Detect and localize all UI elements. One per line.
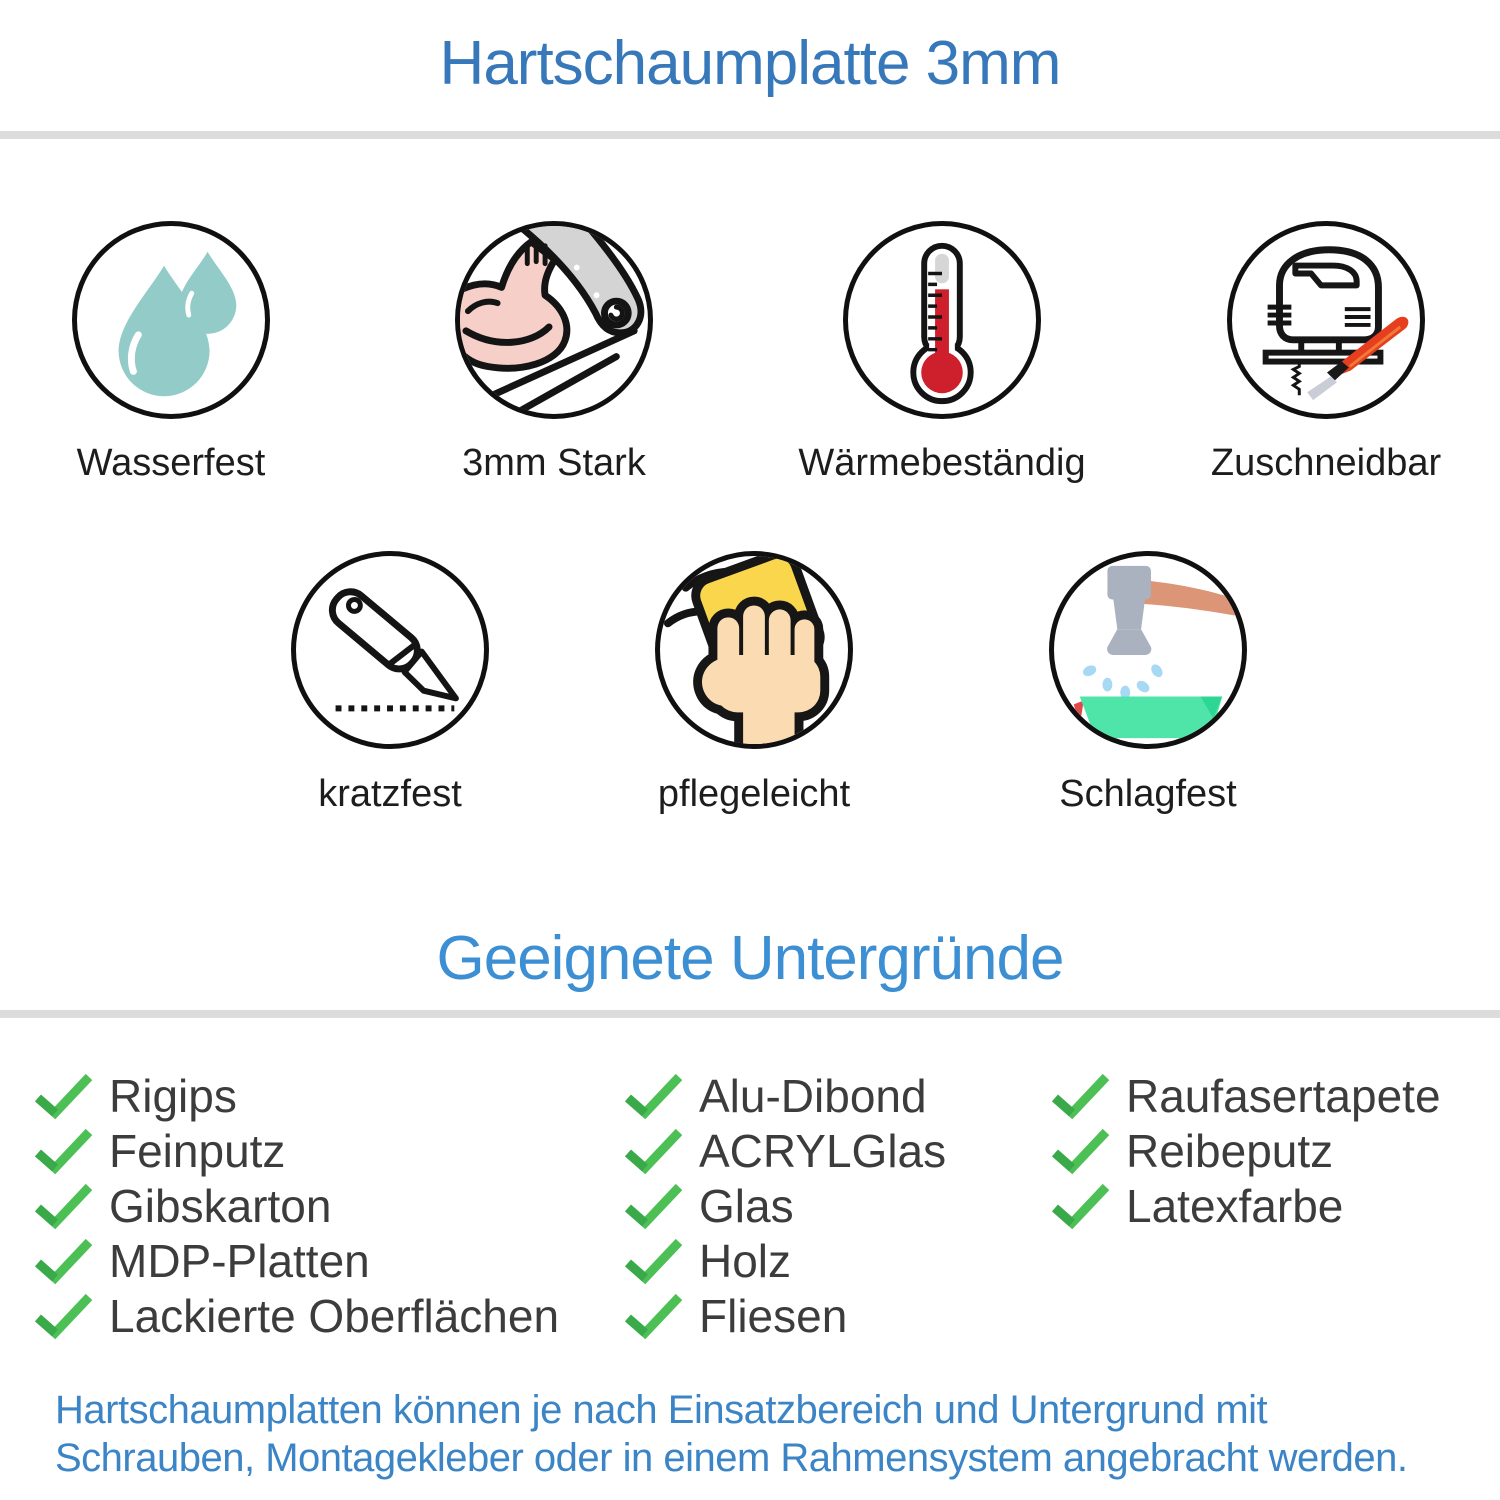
substrate-column-1 (33, 1068, 559, 1343)
substrate-label: Latexfarbe (1126, 1179, 1344, 1232)
list-item (33, 1123, 559, 1178)
check-icon (33, 1182, 93, 1230)
list-item (33, 1178, 559, 1233)
feature-label: Wasserfest (76, 442, 266, 484)
utility-knife-icon (296, 556, 484, 744)
divider-bar-top (0, 131, 1500, 139)
list-item (623, 1123, 946, 1178)
substrate-column-3 (1050, 1068, 1441, 1233)
feature-circle-kratzfest (291, 551, 489, 749)
cleaning-hand-icon (660, 556, 848, 744)
substrate-label: Alu-Dibond (699, 1069, 927, 1122)
substrate-label: ACRYLGlas (699, 1124, 947, 1177)
feature-label: pflegeleicht (657, 773, 851, 815)
check-icon (623, 1237, 683, 1285)
feature-circle-zuschneidbar (1227, 221, 1425, 419)
list-item (1050, 1178, 1441, 1233)
check-icon (33, 1292, 93, 1340)
check-icon (1050, 1182, 1110, 1230)
substrate-label: Holz (699, 1234, 792, 1287)
divider-bar-bottom (0, 1010, 1500, 1018)
footnote-line: Schrauben, Montagekleber oder in einem Rahmensystem angebracht werden. (55, 1436, 1408, 1480)
check-icon (33, 1127, 93, 1175)
substrate-column-2 (623, 1068, 946, 1343)
check-icon (33, 1237, 93, 1285)
water-drops-icon (77, 226, 265, 414)
list-item (33, 1233, 559, 1288)
section-title: Geeignete Untergründe (436, 924, 1064, 993)
feature-circle-wasserfest (72, 221, 270, 419)
list-item (623, 1178, 946, 1233)
substrate-label: Reibeputz (1126, 1124, 1334, 1177)
feature-label: 3mm Stark (462, 442, 646, 484)
feature-label: Zuschneidbar (1210, 442, 1442, 484)
feature-label: kratzfest (318, 773, 462, 815)
check-icon (623, 1127, 683, 1175)
list-item (1050, 1068, 1441, 1123)
feature-circle-schlagfest (1049, 551, 1247, 749)
substrate-label: Glas (699, 1179, 794, 1232)
list-item (33, 1068, 559, 1123)
check-icon (623, 1182, 683, 1230)
list-item (623, 1233, 946, 1288)
check-icon (623, 1072, 683, 1120)
check-icon (623, 1292, 683, 1340)
thermometer-icon (848, 226, 1036, 414)
substrate-label: Rigips (109, 1069, 237, 1122)
substrate-label: Fliesen (699, 1289, 848, 1342)
footnote-line: Hartschaumplatten können je nach Einsatzbereich und Untergrund mit (55, 1388, 1268, 1432)
flexed-arm-foam-roll-icon (460, 226, 648, 414)
check-icon (1050, 1072, 1110, 1120)
feature-label: Wärmebeständig (798, 442, 1086, 484)
feature-circle-3mm-stark (455, 221, 653, 419)
page-title: Hartschaumplatte 3mm (439, 29, 1061, 98)
substrate-label: Gibskarton (109, 1179, 332, 1232)
substrate-label: MDP-Platten (109, 1234, 370, 1287)
check-icon (33, 1072, 93, 1120)
feature-circle-pflegeleicht (655, 551, 853, 749)
substrate-label: Raufasertapete (1126, 1069, 1441, 1122)
list-item (1050, 1123, 1441, 1178)
substrate-label: Feinputz (109, 1124, 286, 1177)
hammer-impact-icon (1054, 556, 1242, 744)
check-icon (1050, 1127, 1110, 1175)
feature-circle-waermebestaendig (843, 221, 1041, 419)
list-item (623, 1068, 946, 1123)
jigsaw-cutter-icon (1232, 226, 1420, 414)
substrate-label: Lackierte Oberflächen (109, 1289, 560, 1342)
list-item (33, 1288, 559, 1343)
feature-label: Schlagfest (1059, 773, 1237, 815)
footnote (55, 1386, 1407, 1482)
list-item (623, 1288, 946, 1343)
